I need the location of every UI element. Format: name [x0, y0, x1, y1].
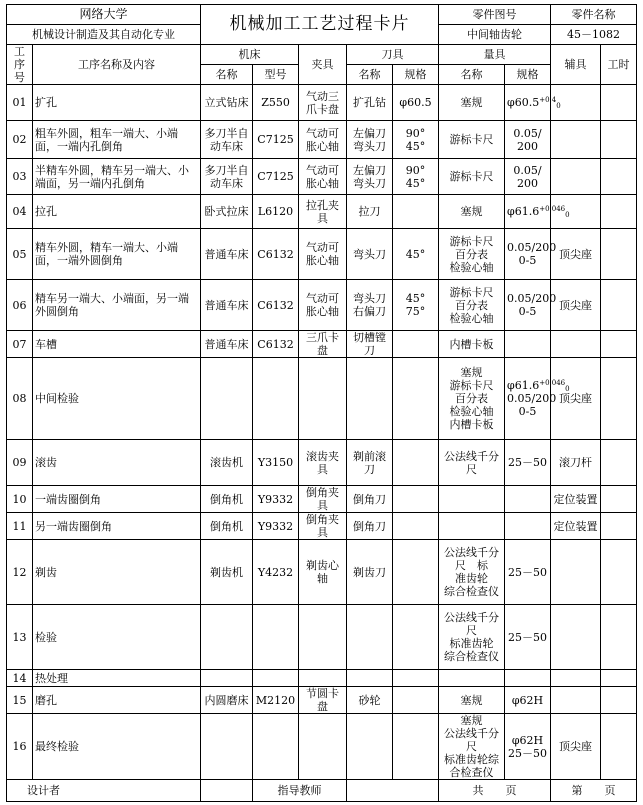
part-drawing-value: 中间轴齿轮: [439, 25, 551, 45]
designer-value: [201, 780, 253, 802]
cutter-name-cell: 剃前滚刀: [347, 440, 393, 486]
time-cell: [601, 605, 637, 670]
time-cell: [601, 440, 637, 486]
time-cell: [601, 714, 637, 780]
fixture-cell: 剃齿心轴: [299, 540, 347, 605]
cutter-spec-cell: φ60.5: [393, 85, 439, 121]
machine-model-cell: C7125: [253, 121, 299, 159]
cutter-name-cell: 剃齿刀: [347, 540, 393, 605]
tolerance-lower: 0: [556, 102, 561, 110]
fixture-cell: 气动可胀心轴: [299, 280, 347, 331]
cutter-name-cell: [347, 714, 393, 780]
cutter-spec-cell: [393, 513, 439, 540]
op-cell: 检验: [33, 605, 201, 670]
tolerance-upper: +0.046: [539, 379, 566, 387]
gauge-spec-cell: 25－50: [505, 440, 551, 486]
machine-name-cell: 多刀半自动车床: [201, 121, 253, 159]
table-row: [7, 229, 637, 280]
seq-cell: 06: [7, 280, 33, 331]
card-title: 机械加工工艺过程卡片: [201, 5, 439, 45]
gauge-name-cell: 公法线千分尺 标 准齿轮 综合检查仪: [439, 540, 505, 605]
table-row: [7, 358, 637, 440]
aux-cell: [551, 670, 601, 687]
gauge-name-cell: 公法线千分尺: [439, 440, 505, 486]
cutter-name-cell: [347, 670, 393, 687]
process-rows: [7, 85, 637, 780]
gauge-spec-cell: [505, 486, 551, 513]
machine-model-cell: [253, 605, 299, 670]
cutter-spec-cell: [393, 440, 439, 486]
cutter-name-cell: 切槽镗刀: [347, 331, 393, 358]
total-pages: 共 页: [439, 780, 551, 802]
table-row: [7, 540, 637, 605]
op-cell: 扩孔: [33, 85, 201, 121]
machine-model-cell: Y9332: [253, 486, 299, 513]
gauge-spec-cell: φ62H: [505, 687, 551, 714]
time-header: 工时: [601, 45, 637, 85]
seq-cell: 15: [7, 687, 33, 714]
fixture-cell: 倒角夹具: [299, 513, 347, 540]
seq-cell: 08: [7, 358, 33, 440]
cutter-spec-cell: [393, 331, 439, 358]
gauge-spec-cell: 25－50: [505, 605, 551, 670]
fixture-cell: 三爪卡盘: [299, 331, 347, 358]
page-number: 第 页: [551, 780, 637, 802]
table-row: [7, 687, 637, 714]
seq-cell: 01: [7, 85, 33, 121]
cutter-spec-cell: [393, 358, 439, 440]
machine-model-cell: [253, 358, 299, 440]
seq-cell: 03: [7, 159, 33, 195]
fixture-cell: [299, 605, 347, 670]
op-cell: 最终检验: [33, 714, 201, 780]
machine-model-cell: M2120: [253, 687, 299, 714]
seq-cell: 13: [7, 605, 33, 670]
aux-cell: [551, 687, 601, 714]
cutter-spec-cell: [393, 687, 439, 714]
fixture-cell: 气动可胀心轴: [299, 229, 347, 280]
part-name-value: 45－1082: [551, 25, 637, 45]
table-row: [7, 195, 637, 229]
machine-model-cell: L6120: [253, 195, 299, 229]
seq-header: 工序号: [7, 45, 33, 85]
gauge-spec-cell: 25－50: [505, 540, 551, 605]
gauge-name-header: 名称: [439, 65, 505, 85]
gauge-name-cell: 塞规: [439, 687, 505, 714]
op-cell: 磨孔: [33, 687, 201, 714]
machine-model-cell: C6132: [253, 280, 299, 331]
machine-model-header: 型号: [253, 65, 299, 85]
aux-cell: [551, 540, 601, 605]
cutter-name-cell: 倒角刀: [347, 513, 393, 540]
cutter-spec-header: 规格: [393, 65, 439, 85]
cutter-name-cell: 左偏刀 弯头刀: [347, 159, 393, 195]
machine-name-header: 名称: [201, 65, 253, 85]
gauge-spec-value: φ60.5: [507, 96, 540, 109]
aux-cell: 滚刀杆: [551, 440, 601, 486]
aux-cell: [551, 121, 601, 159]
table-row: [7, 714, 637, 780]
process-card-table: [6, 4, 637, 802]
cutter-spec-cell: [393, 486, 439, 513]
machine-name-cell: [201, 358, 253, 440]
gauge-name-cell: [439, 486, 505, 513]
fixture-cell: [299, 358, 347, 440]
seq-cell: 12: [7, 540, 33, 605]
cutter-name-cell: 弯头刀: [347, 229, 393, 280]
machine-name-cell: 普通车床: [201, 280, 253, 331]
gauge-name-cell: 塞规: [439, 85, 505, 121]
time-cell: [601, 121, 637, 159]
cutter-spec-cell: 45° 75°: [393, 280, 439, 331]
machine-model-cell: Y3150: [253, 440, 299, 486]
gauge-spec-cell: 0.05/ 200: [505, 159, 551, 195]
tolerance-upper: +0.4: [539, 96, 557, 104]
table-row: [7, 605, 637, 670]
op-cell: 中间检验: [33, 358, 201, 440]
gauge-spec-cell: [505, 513, 551, 540]
machine-name-cell: 滚齿机: [201, 440, 253, 486]
part-drawing-label: 零件图号: [439, 5, 551, 25]
cutter-spec-cell: 90° 45°: [393, 121, 439, 159]
time-cell: [601, 85, 637, 121]
gauge-spec-value: φ61.6: [507, 379, 540, 392]
gauge-name-cell: 公法线千分尺 标准齿轮 综合检查仪: [439, 605, 505, 670]
fixture-cell: [299, 714, 347, 780]
table-row: [7, 331, 637, 358]
aux-cell: [551, 605, 601, 670]
fixture-cell: 滚齿夹具: [299, 440, 347, 486]
aux-cell: [551, 331, 601, 358]
machine-model-cell: C6132: [253, 229, 299, 280]
machine-model-cell: [253, 670, 299, 687]
machine-model-cell: C7125: [253, 159, 299, 195]
major-name: 机械设计制造及其自动化专业: [7, 25, 201, 45]
table-row: [7, 513, 637, 540]
table-row: [7, 121, 637, 159]
machine-model-cell: C6132: [253, 331, 299, 358]
gauge-spec-cell: [505, 358, 570, 440]
advisor-label: 指导教师: [253, 780, 347, 802]
op-cell: 粗车外圆，粗车一端大、小端面，一端内孔倒角: [33, 121, 201, 159]
time-cell: [601, 540, 637, 605]
cutter-name-cell: 弯头刀 右偏刀: [347, 280, 393, 331]
gauge-spec-cell: [505, 195, 570, 229]
gauge-name-cell: 游标卡尺: [439, 159, 505, 195]
seq-cell: 05: [7, 229, 33, 280]
time-cell: [601, 486, 637, 513]
gauge-name-cell: 游标卡尺 百分表 检验心轴: [439, 280, 505, 331]
gauge-spec-cell: [505, 670, 551, 687]
seq-cell: 11: [7, 513, 33, 540]
gauge-name-cell: [439, 513, 505, 540]
op-cell: 精车另一端大、小端面，另一端外圆倒角: [33, 280, 201, 331]
op-cell: 拉孔: [33, 195, 201, 229]
machine-name-cell: [201, 605, 253, 670]
part-name-label: 零件名称: [551, 5, 637, 25]
aux-cell: 顶尖座: [551, 714, 601, 780]
gauge-spec-cell: [505, 331, 551, 358]
table-row: [7, 486, 637, 513]
machine-name-cell: 普通车床: [201, 331, 253, 358]
gauge-name-cell: 游标卡尺 百分表 检验心轴: [439, 229, 505, 280]
aux-cell: 顶尖座: [551, 280, 601, 331]
time-cell: [601, 670, 637, 687]
time-cell: [601, 358, 637, 440]
gauge-spec-cell: 0.05/200 0-5: [505, 280, 551, 331]
op-cell: 另一端齿圈倒角: [33, 513, 201, 540]
gauge-name-cell: 塞规: [439, 195, 505, 229]
op-cell: 滚齿: [33, 440, 201, 486]
table-row: [7, 440, 637, 486]
machine-name-cell: 倒角机: [201, 486, 253, 513]
fixture-cell: [299, 670, 347, 687]
op-cell: 热处理: [33, 670, 201, 687]
cutter-spec-cell: 90° 45°: [393, 159, 439, 195]
gauge-spec-extra: 0.05/200 0-5: [507, 392, 557, 418]
aux-cell: 顶尖座: [551, 229, 601, 280]
machine-model-cell: Y4232: [253, 540, 299, 605]
machine-header: 机床: [201, 45, 299, 65]
time-cell: [601, 229, 637, 280]
op-cell: 一端齿圈倒角: [33, 486, 201, 513]
machine-model-cell: Z550: [253, 85, 299, 121]
machine-name-cell: 普通车床: [201, 229, 253, 280]
seq-cell: 02: [7, 121, 33, 159]
seq-cell: 04: [7, 195, 33, 229]
aux-cell: [551, 159, 601, 195]
aux-cell: 顶尖座: [551, 358, 601, 440]
process-card: [6, 4, 637, 802]
table-row: [7, 670, 637, 687]
machine-name-cell: [201, 714, 253, 780]
op-cell: 车槽: [33, 331, 201, 358]
gauge-name-cell: 游标卡尺: [439, 121, 505, 159]
machine-name-cell: [201, 670, 253, 687]
table-row: [7, 85, 637, 121]
school-name: 网络大学: [7, 5, 201, 25]
cutter-name-header: 名称: [347, 65, 393, 85]
machine-model-cell: Y9332: [253, 513, 299, 540]
gauge-name-cell: 塞规 公法线千分尺 标准齿轮综合检查仪: [439, 714, 505, 780]
time-cell: [601, 195, 637, 229]
table-row: [7, 159, 637, 195]
fixture-cell: 气动可胀心轴: [299, 121, 347, 159]
fixture-cell: 拉孔夹具: [299, 195, 347, 229]
fixture-cell: 气动可胀心轴: [299, 159, 347, 195]
machine-name-cell: 多刀半自动车床: [201, 159, 253, 195]
machine-model-cell: [253, 714, 299, 780]
seq-cell: 07: [7, 331, 33, 358]
op-name-header: 工序名称及内容: [33, 45, 201, 85]
fixture-cell: 气动三爪卡盘: [299, 85, 347, 121]
fixture-header: 夹具: [299, 45, 347, 85]
cutter-spec-cell: [393, 540, 439, 605]
cutter-name-cell: 倒角刀: [347, 486, 393, 513]
machine-name-cell: 内圆磨床: [201, 687, 253, 714]
aux-cell: 定位装置: [551, 513, 601, 540]
gauge-spec-cell: φ62H 25－50: [505, 714, 551, 780]
seq-cell: 10: [7, 486, 33, 513]
machine-name-cell: 倒角机: [201, 513, 253, 540]
cutter-name-cell: 左偏刀 弯头刀: [347, 121, 393, 159]
tolerance-upper: +0.046: [539, 205, 566, 213]
cutter-spec-cell: [393, 605, 439, 670]
gauge-spec-cell: 0.05/200 0-5: [505, 229, 551, 280]
gauge-spec-value: φ61.6: [507, 205, 540, 218]
cutter-spec-cell: [393, 670, 439, 687]
time-cell: [601, 513, 637, 540]
machine-name-cell: 立式钻床: [201, 85, 253, 121]
gauge-header: 量具: [439, 45, 551, 65]
cutter-name-cell: 扩孔钻: [347, 85, 393, 121]
advisor-value: [347, 780, 439, 802]
seq-cell: 14: [7, 670, 33, 687]
cutter-spec-cell: [393, 195, 439, 229]
cutter-name-cell: 砂轮: [347, 687, 393, 714]
cutter-spec-cell: [393, 714, 439, 780]
machine-name-cell: 卧式拉床: [201, 195, 253, 229]
seq-cell: 16: [7, 714, 33, 780]
gauge-spec-header: 规格: [505, 65, 551, 85]
tolerance-lower: 0: [565, 211, 570, 219]
op-cell: 精车外圆，精车一端大、小端面，一端外圆倒角: [33, 229, 201, 280]
cutter-header: 刀具: [347, 45, 439, 65]
gauge-spec-cell: 0.05/ 200: [505, 121, 551, 159]
time-cell: [601, 331, 637, 358]
cutter-name-cell: 拉刀: [347, 195, 393, 229]
aux-cell: 定位装置: [551, 486, 601, 513]
gauge-name-cell: [439, 670, 505, 687]
tolerance-lower: 0: [565, 385, 570, 393]
cutter-name-cell: [347, 605, 393, 670]
op-cell: 剃齿: [33, 540, 201, 605]
machine-name-cell: 剃齿机: [201, 540, 253, 605]
time-cell: [601, 687, 637, 714]
fixture-cell: 节圆卡盘: [299, 687, 347, 714]
gauge-spec-cell: [505, 85, 561, 121]
seq-cell: 09: [7, 440, 33, 486]
table-row: [7, 280, 637, 331]
gauge-name-cell: 塞规 游标卡尺 百分表 检验心轴 内槽卡板: [439, 358, 505, 440]
gauge-name-cell: 内槽卡板: [439, 331, 505, 358]
cutter-spec-cell: 45°: [393, 229, 439, 280]
cutter-name-cell: [347, 358, 393, 440]
aux-header: 辅具: [551, 45, 601, 85]
time-cell: [601, 280, 637, 331]
designer-label: 设计者: [7, 780, 201, 802]
fixture-cell: 倒角夹具: [299, 486, 347, 513]
op-cell: 半精车外圆，精车另一端大、小端面，另一端内孔倒角: [33, 159, 201, 195]
time-cell: [601, 159, 637, 195]
